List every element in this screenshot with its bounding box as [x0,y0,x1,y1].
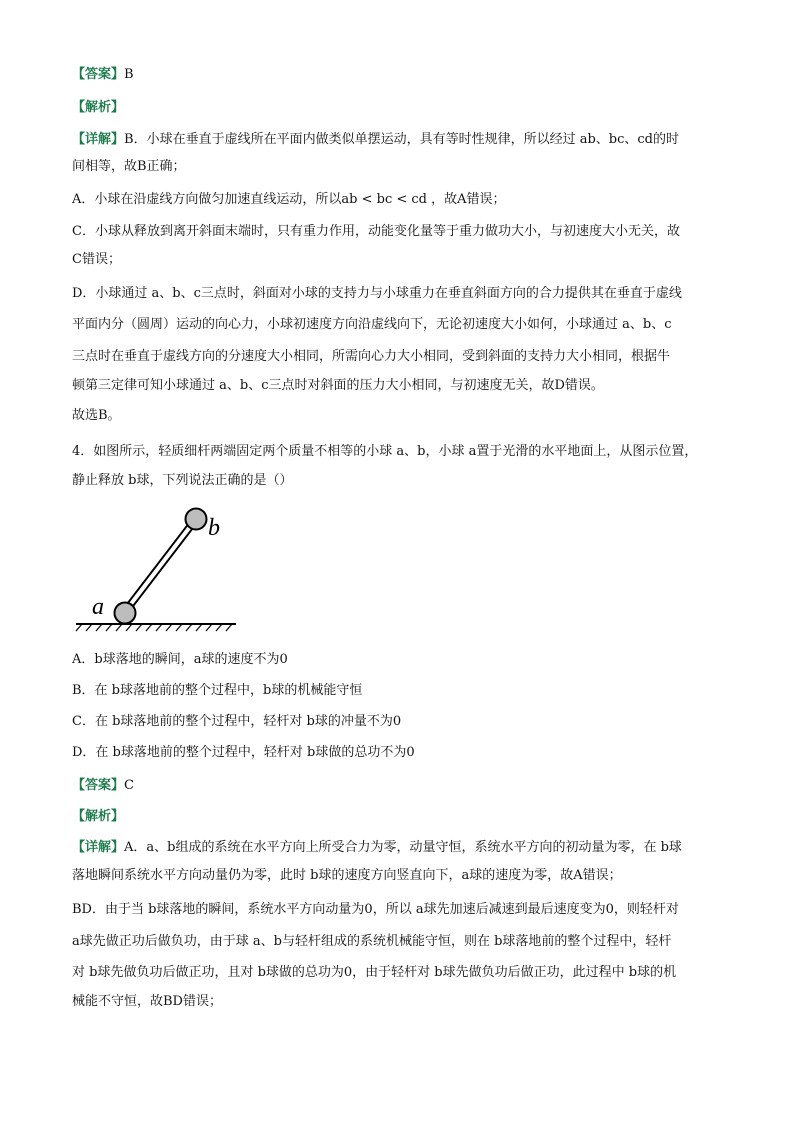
analysis-tag: 【解析】 [72,100,125,115]
q4-option-b: B．在 b球落地前的整个过程中，b球的机械能守恒 [72,683,363,698]
q3-detail-line-0 [72,131,732,149]
answer-value: C [124,778,134,793]
q4-detail-line-3: a球先做正功后做负功，由于球 a、b与轻杆组成的系统机械能守恒，则在 b球落地前的整个过程中，轻杆 [72,934,672,949]
q4-option-c: C．在 b球落地前的整个过程中，轻杆对 b球的冲量不为0 [72,714,402,729]
light-rod [124,519,196,613]
q3-analysis-tag-line [72,99,732,117]
analysis-tag: 【解析】 [72,809,125,824]
ground-hatch [76,624,236,631]
q3-detail-line-6: 平面内分（圆周）运动的向心力，小球初速度方向沿虚线向下，无论初速度大小如何，小球通过 a、b、c [72,317,672,332]
detail-tag: 【详解】 [72,132,125,147]
q4-analysis-tag-line [72,808,732,826]
q3-text: B．小球在垂直于虚线所在平面内做类似单摆运动，具有等时性规律，所以经过 ab、bc、cd的时 [124,132,679,147]
q3-detail-line-2: A．小球在沿虚线方向做匀加速直线运动，所以ab < bc < cd ，故A错误； [72,192,506,207]
q3-detail-line-4: C错误； [72,252,121,267]
q4-detail-line-4: 对 b球先做负功后做正功，且对 b球做的总功为0，由于轻杆对 b球先做负功后做正功，此过程中 b球的机 [72,965,677,980]
q4-answer-line [72,777,732,795]
q4-detail-line-0 [72,839,732,857]
answer-value: B [124,67,134,82]
ball-b [186,509,207,530]
q3-detail-line-9: 故选B。 [72,408,121,423]
q4-detail-line-1: 落地瞬间系统水平方向动量仍为零，此时 b球的速度方向竖直向下，a球的速度为零，故A错误； [72,868,622,883]
q4-text: A．a、b组成的系统在水平方向上所受合力为零，动量守恒，系统水平方向的初动量为零，在 b球 [124,840,682,855]
ball-a [115,603,136,624]
label-b: b [208,515,220,541]
q3-detail-line-5: D．小球通过 a、b、c三点时，斜面对小球的支持力与小球重力在垂直斜面方向的合力提供其在垂直于虚线 [72,286,682,301]
q4-detail-line-2: BD．由于当 b球落地的瞬间，系统水平方向动量为0，所以 a球先加速后减速到最后速度变为0，则轻杆对 [72,902,679,917]
answer-tag: 【答案】 [72,778,125,793]
q4-stem-line-0: 4．如图所示，轻质细杆两端固定两个质量不相等的小球 a、b，小球 a置于光滑的水平地面上，从图示位置， [72,444,698,459]
q4-detail-line-5: 械能不守恒，故BD错误； [72,994,222,1009]
label-a: a [92,594,104,620]
q4-stem-line-1: 静止释放 b球，下列说法正确的是（） [72,473,293,488]
detail-tag: 【详解】 [72,840,125,855]
q4-option-d: D．在 b球落地前的整个过程中，轻杆对 b球做的总功不为0 [72,745,415,760]
q3-detail-line-8: 顿第三定律可知小球通过 a、b、c三点时对斜面的压力大小相同，与初速度无关，故D错误。 [72,378,604,393]
rod-balls-figure [70,498,245,638]
q3-answer-line [72,66,732,84]
q3-detail-line-3: C．小球从释放到离开斜面末端时，只有重力作用，动能变化量等于重力做功大小，与初速度大小无关，故 [72,224,680,239]
q4-option-a: A．b球落地的瞬间，a球的速度不为0 [72,652,288,667]
q3-detail-line-1: 间相等，故B正确； [72,159,186,174]
q3-detail-line-7: 三点时在垂直于虚线方向的分速度大小相同，所需向心力大小相同，受到斜面的支持力大小相同，根据牛 [72,349,671,364]
answer-tag: 【答案】 [72,67,125,82]
